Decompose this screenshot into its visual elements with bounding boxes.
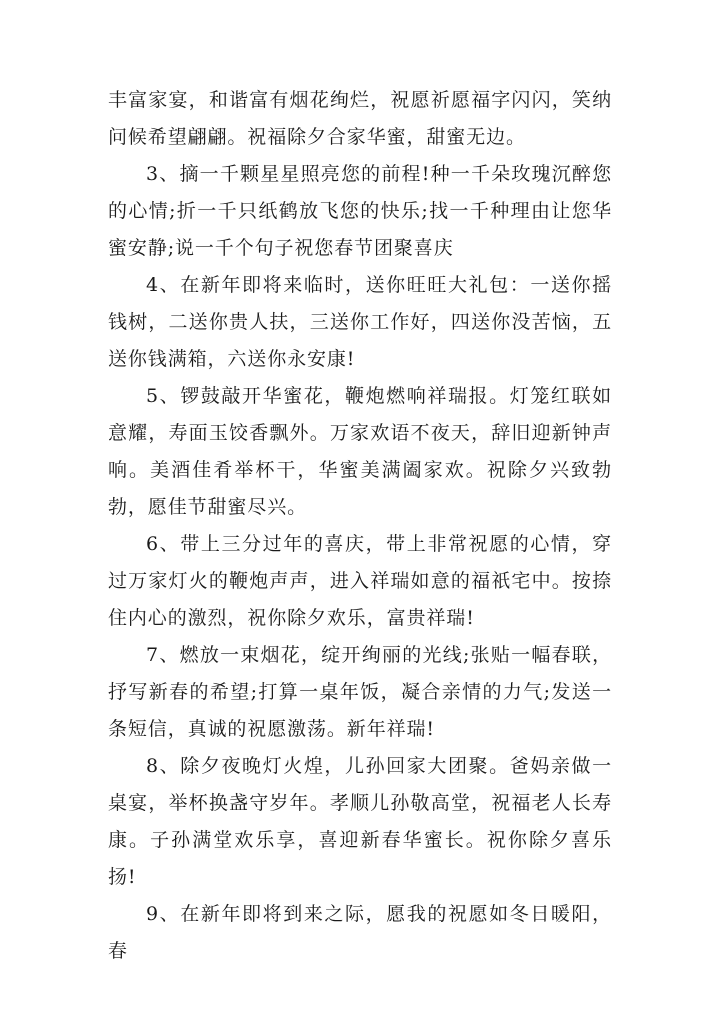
paragraph-item-8: 8、除夕夜晚灯火煌，儿孙回家大团聚。爸妈亲做一桌宴，举杯换盏守岁年。孝顺儿孙敬高堂，祝福老人长寿康。子孙满堂欢乐享，喜迎新春华蜜长。祝你除夕喜乐扬! bbox=[108, 755, 612, 888]
paragraph-continuation: 丰富家宴，和谐富有烟花绚烂，祝愿祈愿福字闪闪，笑纳问候希望翩翩。祝福除夕合家华蜜，甜蜜无边。 bbox=[108, 89, 612, 148]
paragraph-item-4: 4、在新年即将来临时，送你旺旺大礼包：一送你摇钱树，二送你贵人扶，三送你工作好，四送你没苦恼，五送你钱满箱，六送你永安康! bbox=[108, 274, 612, 370]
paragraph-item-5: 5、锣鼓敲开华蜜花，鞭炮燃响祥瑞报。灯笼红联如意耀，寿面玉饺香飘外。万家欢语不夜天，辞旧迎新钟声响。美酒佳肴举杯干，华蜜美满阖家欢。祝除夕兴致勃勃，愿佳节甜蜜尽兴。 bbox=[108, 385, 612, 518]
paragraph-item-3: 3、摘一千颗星星照亮您的前程!种一千朵玫瑰沉醉您的心情;折一千只纸鹤放飞您的快乐;找一千种理由让您华蜜安静;说一千个句子祝您春节团聚喜庆 bbox=[108, 163, 612, 259]
paragraph-item-7: 7、燃放一束烟花，绽开绚丽的光线;张贴一幅春联，抒写新春的希望;打算一桌年饭，凝合亲情的力气;发送一条短信，真诚的祝愿激荡。新年祥瑞! bbox=[108, 644, 612, 740]
paragraph-item-6: 6、带上三分过年的喜庆，带上非常祝愿的心情，穿过万家灯火的鞭炮声声，进入祥瑞如意的福祇宅中。按捺住内心的激烈，祝你除夕欢乐，富贵祥瑞! bbox=[108, 533, 612, 629]
document-page bbox=[108, 82, 612, 970]
paragraph-item-9: 9、在新年即将到来之际，愿我的祝愿如冬日暖阳，春 bbox=[108, 903, 612, 962]
